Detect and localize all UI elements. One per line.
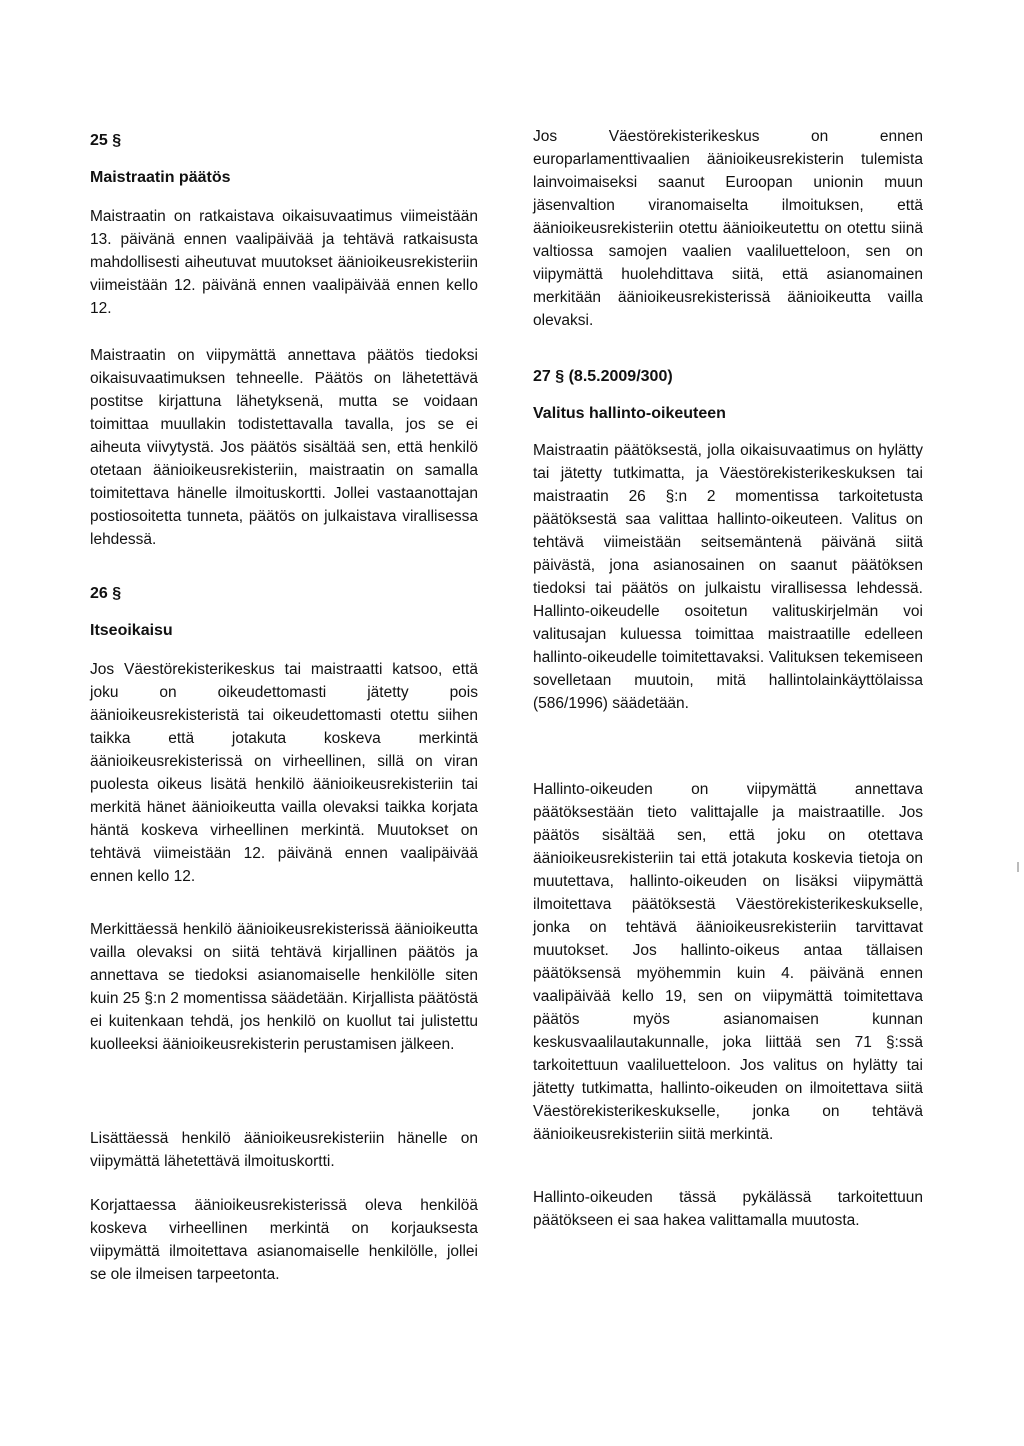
section-27-number: 27 § (8.5.2009/300)	[533, 368, 673, 385]
scan-artifact-mark	[1017, 862, 1019, 872]
section-26-number: 26 §	[90, 585, 122, 602]
section-26-continued-paragraph: Jos Väestörekisterikeskus on ennen europarlamenttivaalien äänioikeusrekisterin tulemista lainvoimaiseksi saanut Euroopan unionin muun jäsenvaltion viranomaiselta ilmoituksen, että äänioikeusrekisteriin otettu äänioikeutettu on otettu siinä valtiossa samojen vaalien vaaliluetteloon, sen on viipymättä huolehdittava siitä, että asianomainen merkitään äänioikeusrekisterissä äänioikeutta vailla olevaksi.	[533, 128, 923, 329]
section-27-paragraph-2: Hallinto-oikeuden on viipymättä annettava päätöksestään tieto valittajalle ja maistraatille. Jos päätös sisältää sen, että joku on otettava äänioikeusrekisteriin tai että jotakuta koskevia tietoja on muutettava, hallinto-oikeuden on lisäksi viipymättä ilmoitettava päätöksestä Väestörekisterikeskukselle, jonka on tehtävä äänioikeusrekisteriin tarvittavat muutokset. Jos hallinto-oikeus antaa tällaisen päätöksensä myöhemmin kuin 4. päivänä ennen vaalipäivää kello 19, sen on viipymättä toimitettava päätös myös asianomaisen kunnan keskusvaalilautakunnalle, joka liittää sen 71 §:ssä tarkoitettuun vaaliluetteloon. Jos valitus on hylätty tai jätetty tutkimatta, hallinto-oikeuden on ilmoitettava siitä Väestörekisterikeskukselle, jonka on tehtävä äänioikeusrekisteriin siitä merkintä.	[533, 781, 923, 1143]
section-27-paragraph-1: Maistraatin päätöksestä, jolla oikaisuvaatimus on hylätty tai jätetty tutkimatta, ja Väestörekisterikeskuksen tai maistraatin 26 §:n 2 momentissa tarkoitetusta päätöksestä saa valittaa hallinto-oikeuteen. Valitus on tehtävä viimeistään seitsemäntenä päivänä siitä päivästä, jona asianosainen on saanut päätöksen tiedoksi tai päätös on julkaistu virallisessa lehdessä. Hallinto-oikeudelle osoitetun valituskirjelmän voi valitusajan kuluessa toimittaa maistraatille edelleen hallinto-oikeudelle toimitettavaksi. Valituksen tekemiseen sovelletaan muutoin, mitä hallintolainkäyttölaissa (586/1996) säädetään.	[533, 442, 923, 712]
section-26-title: Itseoikaisu	[90, 622, 173, 639]
section-26-paragraph-3: Lisättäessä henkilö äänioikeusrekisteriin hänelle on viipymättä lähetettävä ilmoituskortti.	[90, 1130, 478, 1170]
section-27-paragraph-3: Hallinto-oikeuden tässä pykälässä tarkoitettuun päätökseen ei saa hakea valittamalla muutosta.	[533, 1189, 923, 1229]
section-26-paragraph-4: Korjattaessa äänioikeusrekisterissä oleva henkilöä koskeva virheellinen merkintä on korjauksesta viipymättä ilmoitettava asianomaiselle henkilölle, jollei se ole ilmeisen tarpeetonta.	[90, 1197, 478, 1283]
section-25-number: 25 §	[90, 132, 122, 149]
section-25-paragraph-2: Maistraatin on viipymättä annettava päätös tiedoksi oikaisuvaatimuksen tehneelle. Päätös on lähetettävä postitse kirjattuna lähetyksenä, mutta se voidaan toimittaa muullakin todistettavalla tavalla, jos se ei aiheuta viivytystä. Jos päätös sisältää sen, että henkilö otetaan äänioikeusrekisteriin, maistraatin on samalla toimitettava hänelle ilmoituskortti. Jollei vastaanottajan postiosoitetta tunneta, päätös on julkaistava virallisessa lehdessä.	[90, 347, 478, 548]
section-27-title: Valitus hallinto-oikeuteen	[533, 405, 726, 422]
section-25-paragraph-1: Maistraatin on ratkaistava oikaisuvaatimus viimeistään 13. päivänä ennen vaalipäivää ja tehtävä ratkaisusta mahdollisesti aiheutuvat muutokset äänioikeusrekisteriin viimeistään 12. päivänä ennen vaalipäivää ennen kello 12.	[90, 208, 478, 317]
section-25-title: Maistraatin päätös	[90, 169, 231, 186]
section-26-paragraph-2: Merkittäessä henkilö äänioikeusrekisterissä äänioikeutta vailla olevaksi on siitä tehtävä kirjallinen päätös ja annettava se tiedoksi asianomaiselle henkilölle siten kuin 25 §:n 2 momentissa säädetään. Kirjallista päätöstä ei kuitenkaan tehdä, jos henkilö on kuollut tai julistettu kuolleeksi äänioikeusrekisterin perustamisen jälkeen.	[90, 921, 478, 1053]
section-26-paragraph-1: Jos Väestörekisterikeskus tai maistraatti katsoo, että joku on oikeudettomasti jätetty pois äänioikeusrekisteristä tai oikeudettomasti otettu siihen taikka että jotakuta koskeva merkintä äänioikeusrekisterissä on virheellinen, sillä on viran puolesta oikeus lisätä henkilö äänioikeusrekisteriin tai merkitä hänet äänioikeutta vailla olevaksi taikka korjata häntä koskeva virheellinen merkintä. Muutokset on tehtävä viimeistään 12. päivänä ennen vaalipäivää ennen kello 12.	[90, 661, 478, 885]
